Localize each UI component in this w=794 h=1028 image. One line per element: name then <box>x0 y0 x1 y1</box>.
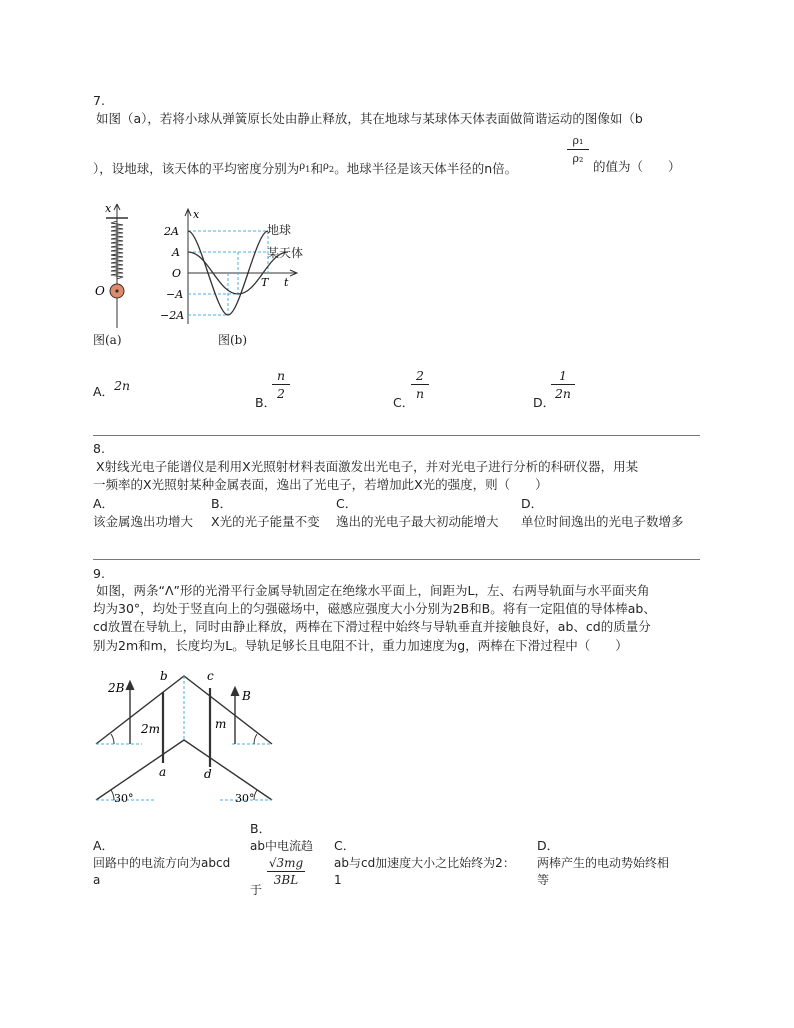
tick-minus-A: −A <box>166 288 184 301</box>
q7-ratio-den: ρ₂ <box>572 152 584 165</box>
label-d: d <box>204 767 212 781</box>
q9-option-d[interactable]: 两棒产生的电动势始终相 <box>537 856 670 870</box>
q9-line4: 别为2m和m，长度均为L。导轨足够长且电阻不计，重力加速度为g，两棒在下滑过程中（ ） <box>93 638 628 653</box>
tick-O: O <box>172 267 182 280</box>
label-B: B <box>242 689 251 703</box>
q7-option-d-fraction <box>551 368 575 401</box>
q9-option-a[interactable]: 回路中的电流方向为abcd <box>93 856 231 870</box>
legend-earth: 地球 <box>267 223 292 237</box>
tick-2A: 2A <box>164 225 179 238</box>
q8-line1: X射线光电子能谱仪是利用X光照射材料表面激发出光电子，并对光电子进行分析的科研仪器，用某 <box>96 459 639 474</box>
q7-option-b-den: 2 <box>277 386 285 401</box>
q7-line2-a: ），设地球，该天体的平均密度分别为 <box>93 161 300 176</box>
q7-option-b-fraction <box>272 368 290 401</box>
label-a: a <box>159 765 167 779</box>
q9-line3: cd放置在导轨上，同时由静止释放，两棒在下滑过程中始终与导轨垂直并接触良好，ab、cd的质量分 <box>93 619 651 634</box>
q7-option-a-value: 2n <box>114 378 131 393</box>
fig-b-t-axis-label: t <box>284 276 289 289</box>
q9-option-a-cont: a <box>93 873 101 887</box>
q9-line2: 均为30°，均处于竖直向上的匀强磁场中，磁感应强度大小分别为2B和B。将有一定阻值的导体棒ab、 <box>93 601 656 616</box>
q9-option-b[interactable]: ab中电流趋 <box>250 839 313 853</box>
label-m: m <box>215 717 227 731</box>
tick-minus-2A: −2A <box>160 309 185 322</box>
legend-body: 某天体 <box>267 246 304 260</box>
q8-option-b-letter: B． <box>211 496 233 511</box>
q7-and: 和 <box>310 161 323 176</box>
oscillation-graph-b <box>160 200 300 330</box>
q7-line1: 如图（a），若将小球从弹簧原长处由静止释放，其在地球与某球体天体表面做简谐运动的图像如（b <box>96 111 643 126</box>
q7-line2 <box>93 158 517 178</box>
q7-number: 7. <box>93 93 105 108</box>
q7-option-d-num: 1 <box>559 368 567 383</box>
divider-q8-q9 <box>93 559 700 560</box>
fig-b-x-label: x <box>193 208 200 221</box>
q8-option-c-letter: C． <box>336 496 358 511</box>
label-2m: 2m <box>141 722 161 736</box>
q7-line2-c: 的值为（ ） <box>593 159 681 174</box>
q9-number: 9. <box>93 566 105 581</box>
q9-option-b-fraction <box>267 856 305 887</box>
q9-option-c-letter: C． <box>334 838 356 853</box>
q7-option-d[interactable]: D． <box>533 395 556 410</box>
q7-option-c[interactable]: C． <box>393 395 415 410</box>
q9-option-b-num: √3mg <box>268 856 304 870</box>
q7-ratio-fraction <box>567 134 589 165</box>
q7-option-c-num: 2 <box>416 368 424 383</box>
q7-option-a-letter: A． <box>93 384 115 399</box>
rho1-symbol: ρ1 <box>299 161 311 174</box>
q9-option-d-letter: D． <box>537 838 560 853</box>
q8-option-b[interactable]: X光的光子能量不变 <box>211 514 320 529</box>
q8-line2: 一频率的X光照射某种金属表面，逸出了光电子，若增加此X光的强度，则（ ） <box>93 477 548 492</box>
q9-option-a-letter: A． <box>93 838 115 853</box>
q9-option-b-cont: 于 <box>250 883 263 897</box>
q7-line2-b: 。地球半径是该天体半径的n倍。 <box>334 161 518 176</box>
fig-b-T-label: T <box>261 276 269 289</box>
label-b: b <box>160 669 168 683</box>
angle-left: 30° <box>114 792 134 805</box>
q9-option-d-cont: 等 <box>537 873 550 887</box>
q7-option-b-num: n <box>276 368 286 383</box>
q7-option-d-den: 2n <box>554 386 571 401</box>
q9-option-c[interactable]: ab与cd加速度大小之比始终为2： <box>334 856 515 870</box>
q7-option-c-fraction <box>411 368 429 401</box>
q8-number: 8. <box>93 441 105 456</box>
fig-a-x-label: x <box>105 202 112 215</box>
divider-q7-q8 <box>93 435 700 436</box>
fig-a-caption: 图(a) <box>93 333 122 347</box>
q7-option-c-den: n <box>415 386 425 401</box>
q7-option-a[interactable] <box>93 378 131 401</box>
q8-option-d[interactable]: 单位时间逸出的光电子数增多 <box>521 514 684 529</box>
q7-ratio-num: ρ₁ <box>572 134 584 147</box>
angle-right: 30° <box>235 792 255 805</box>
q9-option-c-cont: 1 <box>334 873 342 887</box>
q9-option-b-den: 3BL <box>273 873 299 887</box>
rails-figure <box>92 666 292 808</box>
rho2-symbol: ρ2 <box>322 161 335 174</box>
label-2B: 2B <box>108 681 125 695</box>
q8-option-c[interactable]: 逸出的光电子最大初动能增大 <box>336 514 499 529</box>
fig-a-o-label: O <box>95 284 105 298</box>
q8-option-a-letter: A． <box>93 496 115 511</box>
fig-b-caption: 图(b) <box>218 333 248 347</box>
q9-line1: 如图，两条“Λ”形的光滑平行金属导轨固定在绝缘水平面上，间距为L，左、右两导轨面与水平面夹角 <box>96 583 650 598</box>
label-c: c <box>207 669 214 683</box>
q8-option-d-letter: D． <box>521 496 544 511</box>
q9-option-b-letter: B． <box>250 821 272 836</box>
tick-A: A <box>172 246 180 259</box>
q8-option-a[interactable]: 该金属逸出功增大 <box>93 514 194 529</box>
q7-option-b[interactable]: B． <box>255 395 277 410</box>
